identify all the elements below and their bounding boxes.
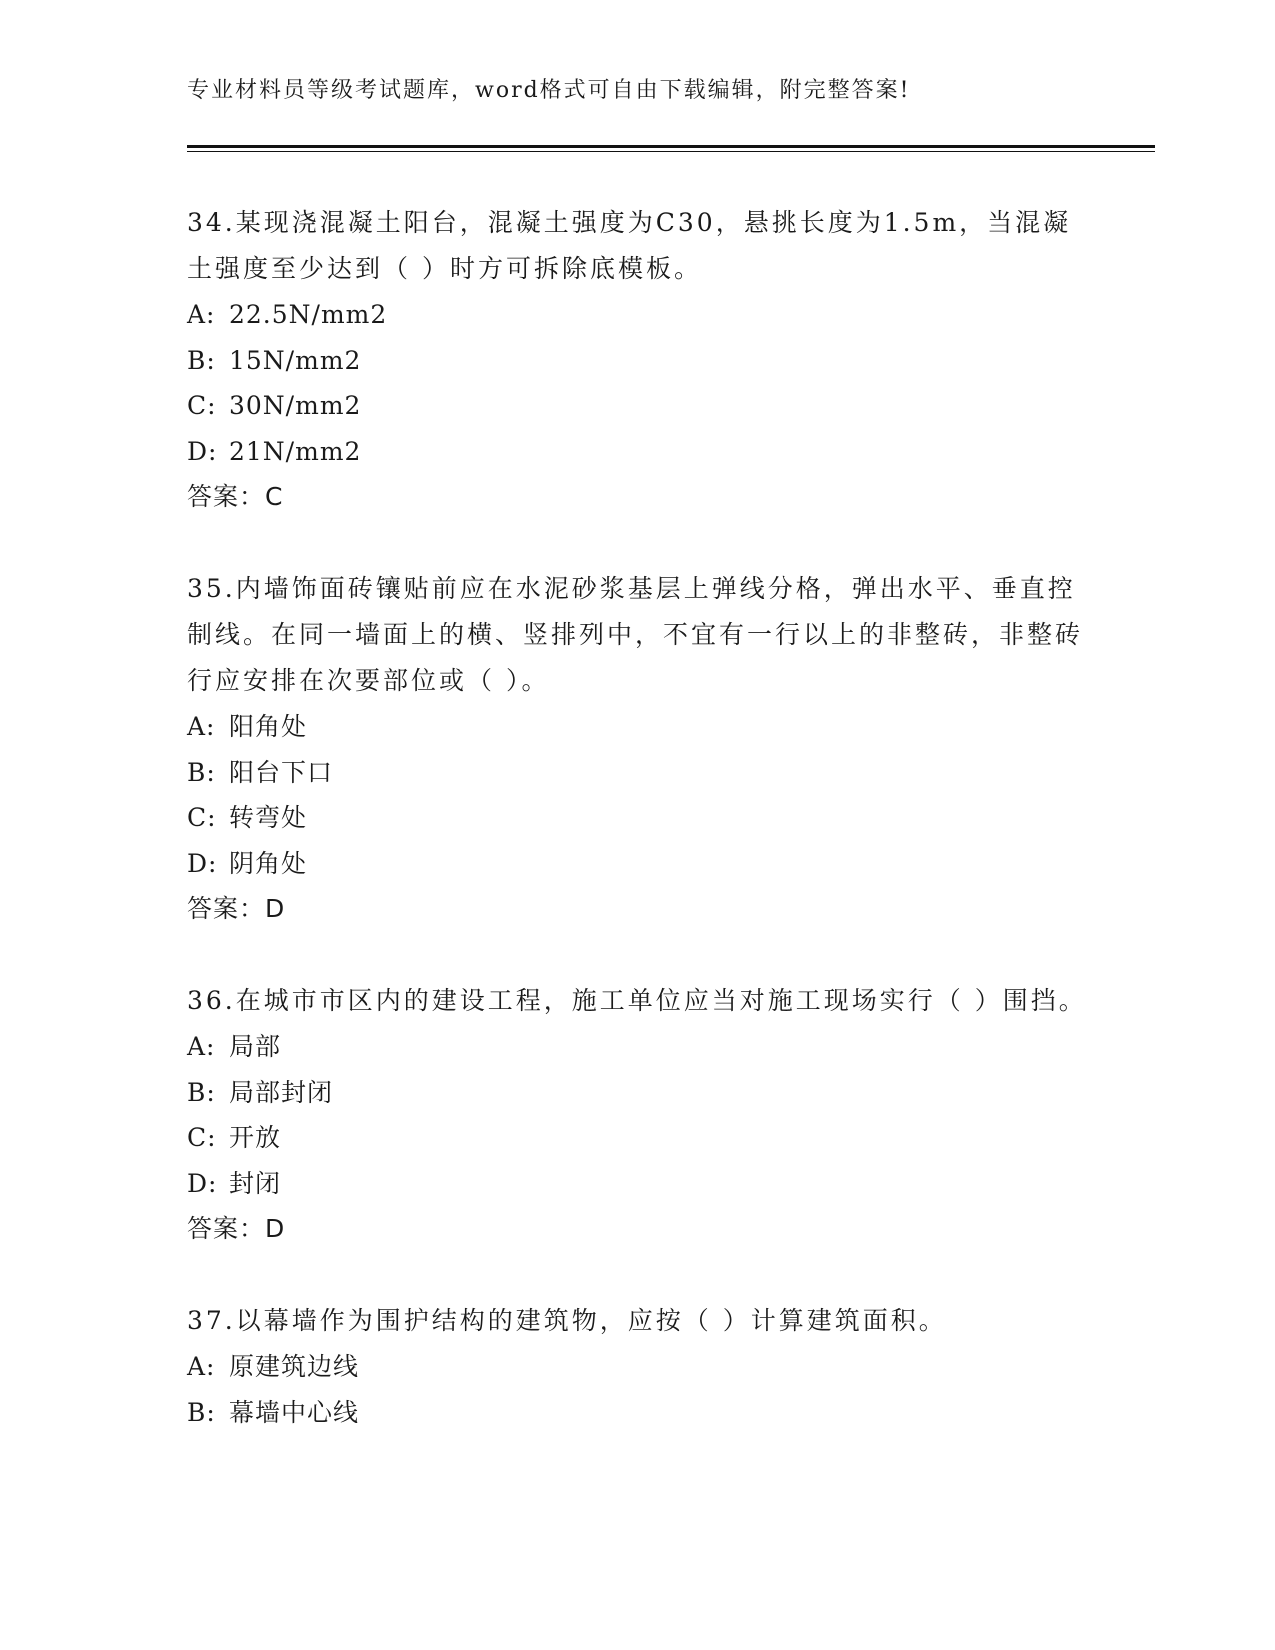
page-header: 专业材料员等级考试题库，word格式可自由下载编辑，附完整答案! [187,78,911,103]
question-36 [187,978,1087,1252]
question-text: 37.以幕墙作为围护结构的建筑物，应按（ ）计算建筑面积。 [187,1306,947,1335]
question-37 [187,1298,1087,1435]
option-letter: C: [187,1123,217,1152]
option-letter: C: [187,803,217,832]
question-text: 36.在城市市区内的建设工程，施工单位应当对施工现场实行（ ）围挡。 [187,986,1087,1015]
option-text: 原建筑边线 [229,1352,360,1381]
header-rule-thin [187,151,1155,152]
option-text: 阴角处 [229,848,308,878]
option-text: 22.5N/mm2 [229,300,388,329]
option-letter: D: [187,436,218,466]
option-letter: A: [187,1032,216,1061]
option-letter: B: [187,345,216,375]
option-letter: B: [187,757,216,787]
question-34 [187,200,1087,520]
option-text: 转弯处 [229,803,308,832]
option-text: 封闭 [229,1168,282,1198]
option-text: 局部封闭 [229,1077,334,1107]
option-text: 阳角处 [229,712,308,741]
option-text: 开放 [229,1123,282,1152]
answer-line: 答案：D [187,894,286,923]
option-a [187,1344,1087,1390]
option-letter: A: [187,1352,216,1381]
option-b [187,750,1087,796]
option-c [187,795,1087,841]
question-35 [187,566,1087,932]
option-text: 局部 [229,1032,282,1061]
option-c [187,1115,1087,1161]
option-text: 15N/mm2 [229,345,362,375]
option-a [187,1024,1087,1070]
option-b [187,1390,1087,1436]
answer-line: 答案：C [187,482,284,511]
option-a [187,292,1087,338]
option-d [187,1161,1087,1207]
option-text: 30N/mm2 [229,391,362,420]
option-b [187,1070,1087,1116]
option-letter: D: [187,848,218,878]
option-letter: D: [187,1168,218,1198]
answer-line: 答案：D [187,1214,286,1243]
option-letter: A: [187,712,216,741]
header-rule-thick [187,145,1155,148]
option-letter: B: [187,1077,216,1107]
option-text: 幕墙中心线 [229,1397,360,1427]
question-text: 34.某现浇混凝土阳台，混凝土强度为C30，悬挑长度为1.5m，当混凝土强度至少达到（ ）时方可拆除底模板。 [187,208,1072,283]
option-c [187,383,1087,429]
option-b [187,338,1087,384]
option-d [187,429,1087,475]
option-letter: B: [187,1397,216,1427]
option-a [187,704,1087,750]
option-text: 阳台下口 [229,757,334,787]
option-d [187,841,1087,887]
option-letter: A: [187,300,216,329]
option-text: 21N/mm2 [229,436,362,466]
question-list [187,200,1087,1481]
question-text: 35.内墙饰面砖镶贴前应在水泥砂浆基层上弹线分格，弹出水平、垂直控制线。在同一墙面上的横、竖排列中，不宜有一行以上的非整砖，非整砖行应安排在次要部位或（ ）。 [187,574,1084,695]
option-letter: C: [187,391,217,420]
